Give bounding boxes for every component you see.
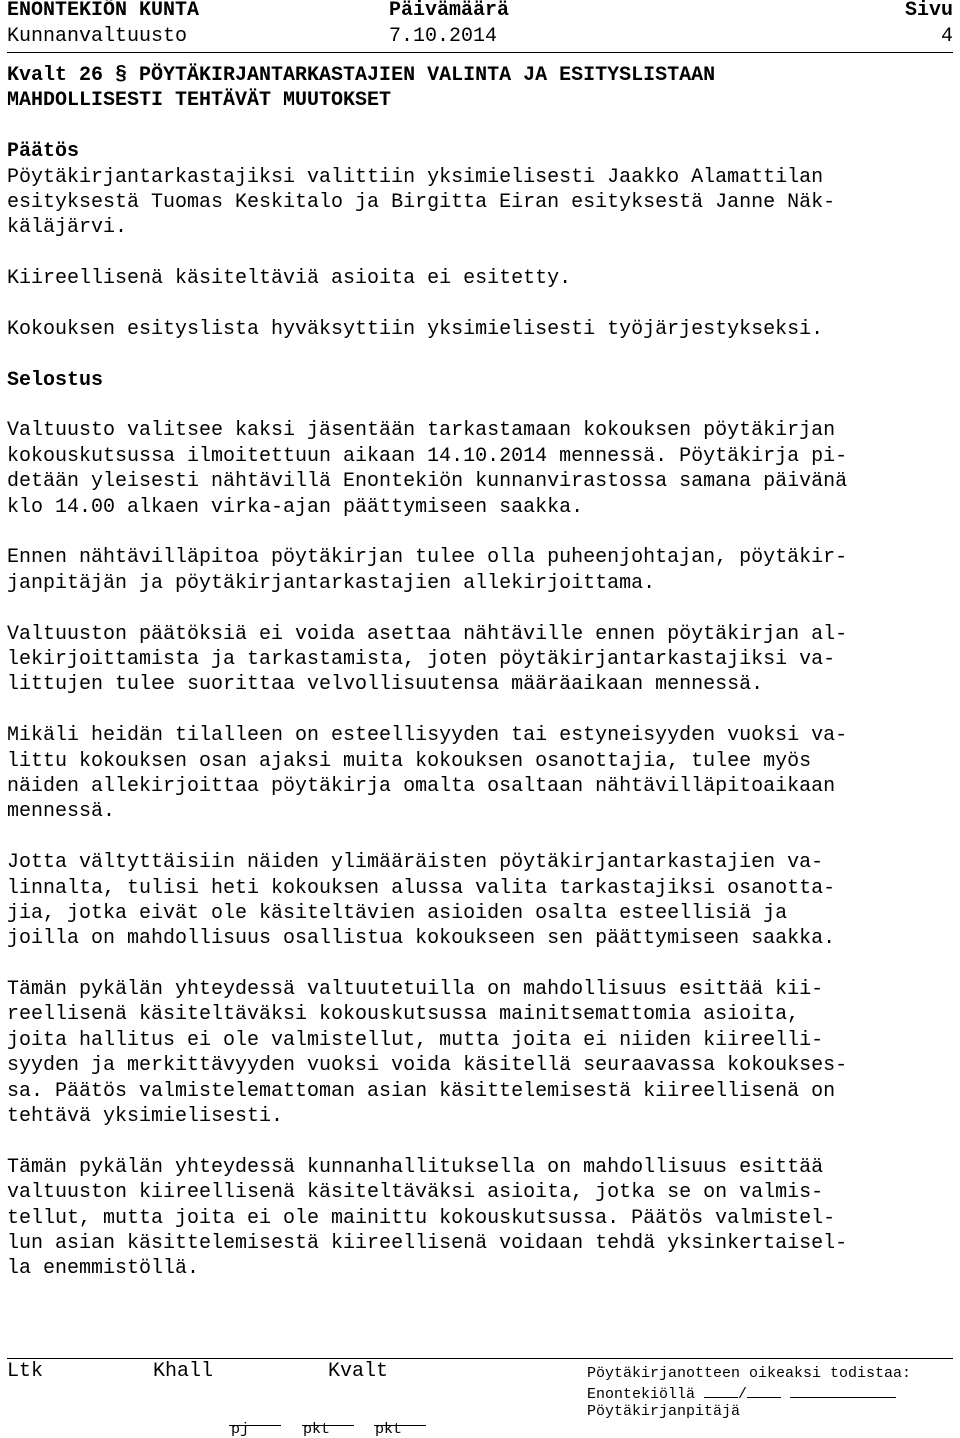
explanation-line: tehtävä yksimielisesti. bbox=[7, 1105, 284, 1129]
explanation-line: Tämän pykälän yhteydessä valtuutetuilla on mahdollisuus esittää kii- bbox=[7, 978, 824, 1002]
explanation-line: sa. Päätös valmistelemattoman asian käsittelemisestä kiireellisenä on bbox=[7, 1079, 836, 1103]
certification-place: Enontekiöllä bbox=[587, 1386, 696, 1403]
explanation-line: Valtuusto valitsee kaksi jäsentään tarkastamaan kokouksen pöytäkirjan bbox=[7, 419, 836, 443]
explanation-line: Ennen nähtävilläpitoa pöytäkirjan tulee olla puheenjohtajan, pöytäkir- bbox=[7, 546, 848, 570]
decision-text-line: käläjärvi. bbox=[7, 216, 128, 240]
meeting-date: 7.10.2014 bbox=[389, 25, 498, 48]
explanation-line: kokouskutsussa ilmoitettuun aikaan 14.10.2014 mennessä. Pöytäkirja pi- bbox=[7, 444, 848, 468]
pkt-label-2: pkt bbox=[375, 1421, 403, 1438]
explanation-line: lun asian käsittelemisestä kiireellisenä voidaan tehdä yksinkertaisel- bbox=[7, 1231, 848, 1255]
explanation-line: Mikäli heidän tilalleen on esteellisyyden tai estyneisyyden vuoksi va- bbox=[7, 724, 848, 748]
decision-heading: Päätös bbox=[7, 140, 80, 164]
explanation-line: lekirjoittamista ja tarkastamista, joten pöytäkirjantarkastajiksi va- bbox=[7, 647, 836, 671]
explanation-line: detään yleisesti nähtävillä Enontekiön kunnanvirastossa samana päivänä bbox=[7, 470, 848, 494]
explanation-line: syyden ja merkittävyyden vuoksi voida käsitellä seuraavassa kokoukses- bbox=[7, 1054, 848, 1078]
footer-kvalt: Kvalt bbox=[328, 1360, 389, 1383]
footer-ltk: Ltk bbox=[7, 1360, 44, 1383]
explanation-line: littujen tulee suorittaa velvollisuutensa määräaikaan mennessä. bbox=[7, 673, 764, 697]
decision-agenda-line: Kokouksen esityslista hyväksyttiin yksimielisesti työjärjestykseksi. bbox=[7, 317, 824, 341]
explanation-line: klo 14.00 alkaen virka-ajan päättymiseen saakka. bbox=[7, 495, 584, 519]
day-blank bbox=[704, 1385, 738, 1398]
explanation-line: Tämän pykälän yhteydessä kunnanhallituksella on mahdollisuus esittää bbox=[7, 1155, 824, 1179]
certification-title: Pöytäkirjanotteen oikeaksi todistaa: bbox=[587, 1365, 912, 1382]
certification-role: Pöytäkirjanpitäjä bbox=[587, 1403, 741, 1420]
municipality-name: ENONTEKIÖN KUNTA bbox=[7, 0, 200, 22]
explanation-line: Valtuuston päätöksiä ei voida asettaa nähtäville ennen pöytäkirjan al- bbox=[7, 622, 848, 646]
certification-place-line bbox=[587, 1385, 896, 1403]
explanation-line: reellisenä käsiteltäväksi kokouskutsussa mainitsemattomia asioita, bbox=[7, 1003, 800, 1027]
decision-urgent-line: Kiireellisenä käsiteltäviä asioita ei esitetty. bbox=[7, 267, 572, 291]
page-header bbox=[7, 0, 953, 53]
explanation-line: joilla on mahdollisuus osallistua kokoukseen sen päättymiseen saakka. bbox=[7, 927, 836, 951]
section-title-line-2: MAHDOLLISESTI TEHTÄVÄT MUUTOKSET bbox=[7, 89, 392, 113]
explanation-line: Jotta vältyttäisiin näiden ylimääräisten pöytäkirjantarkastajien va- bbox=[7, 851, 824, 875]
page-footer bbox=[7, 1358, 953, 1437]
explanation-line: tellut, mutta joita ei ole mainittu kokouskutsussa. Päätös valmistel- bbox=[7, 1206, 836, 1230]
pkt-label-1: pkt bbox=[303, 1421, 331, 1438]
explanation-line: linnalta, tulisi heti kokouksen alussa valita tarkastajiksi osanotta- bbox=[7, 876, 836, 900]
explanation-line: littu kokouksen osan ajaksi muita kokouksen osanottajia, tulee myös bbox=[7, 749, 812, 773]
decision-text-line: Pöytäkirjantarkastajiksi valittiin yksimielisesti Jaakko Alamattilan bbox=[7, 165, 824, 189]
pj-label: pj bbox=[231, 1421, 250, 1438]
document-body bbox=[7, 63, 953, 1282]
page-number: 4 bbox=[940, 25, 953, 48]
explanation-line: joita hallitus ei ole valmistellut, mutta joita ei niiden kiireelli- bbox=[7, 1028, 824, 1052]
date-slash: / bbox=[738, 1386, 748, 1403]
explanation-line: janpitäjän ja pöytäkirjantarkastajien allekirjoittama. bbox=[7, 571, 656, 595]
explanation-line: la enemmistöllä. bbox=[7, 1257, 200, 1281]
year-blank bbox=[790, 1385, 896, 1398]
month-blank bbox=[747, 1385, 781, 1398]
explanation-line: jia, jotka eivät ole käsiteltävien asioiden osalta esteellisiä ja bbox=[7, 901, 788, 925]
decision-text-line: esityksestä Tuomas Keskitalo ja Birgitta Eiran esityksestä Janne Näk- bbox=[7, 190, 836, 214]
explanation-line: mennessä. bbox=[7, 800, 116, 824]
footer-khall: Khall bbox=[153, 1360, 214, 1383]
explanation-line: näiden allekirjoittaa pöytäkirja omalta osaltaan nähtävilläpitoaikaan bbox=[7, 774, 836, 798]
date-label: Päivämäärä bbox=[389, 0, 510, 22]
explanation-line: valtuuston kiireellisenä käsiteltäväksi asioita, jotka se on valmis- bbox=[7, 1181, 824, 1205]
explanation-heading: Selostus bbox=[7, 368, 104, 392]
section-title-line-1: Kvalt 26 § PÖYTÄKIRJANTARKASTAJIEN VALINTA JA ESITYSLISTAAN bbox=[7, 64, 716, 87]
body-name: Kunnanvaltuusto bbox=[7, 25, 188, 48]
page-label: Sivu bbox=[904, 0, 953, 22]
